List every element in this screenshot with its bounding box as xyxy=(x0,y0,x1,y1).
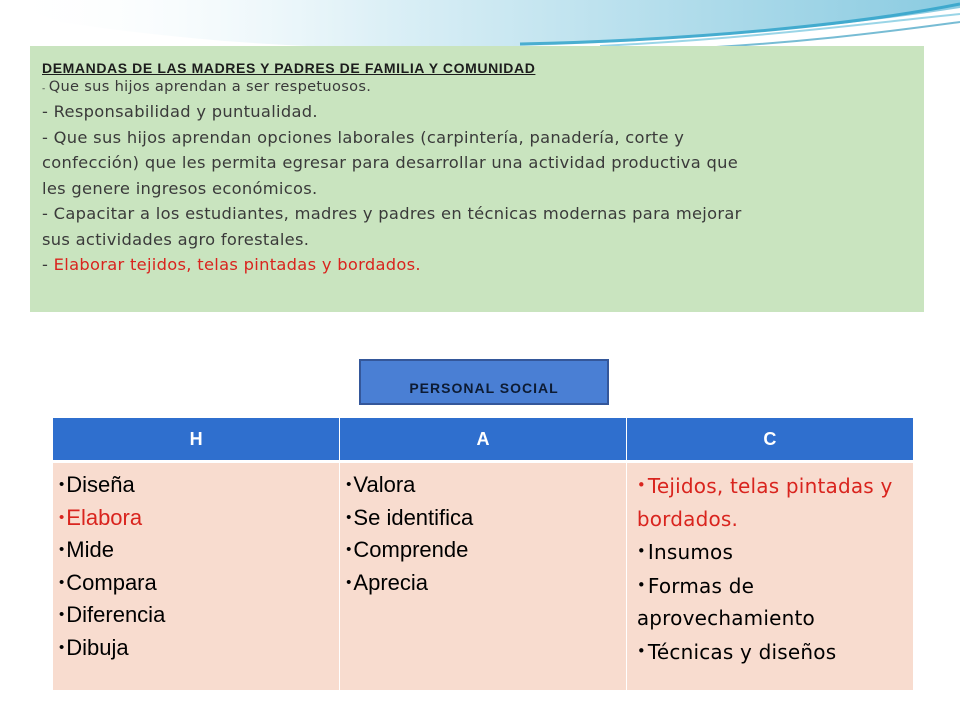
cell-h xyxy=(53,462,340,691)
list-item: • Diferencia xyxy=(59,599,339,632)
demandas-title: DEMANDAS DE LAS MADRES Y PADRES DE FAMILIA Y COMUNIDAD xyxy=(42,60,536,76)
demandas-line: les genere ingresos económicos. xyxy=(42,178,318,198)
personal-social-tag: PERSONAL SOCIAL xyxy=(359,359,609,405)
demandas-dash: - xyxy=(42,84,49,94)
demandas-box xyxy=(30,46,924,312)
demandas-red-text: Elaborar tejidos, telas pintadas y bordados. xyxy=(53,255,421,274)
list-c xyxy=(627,469,913,668)
demandas-line-text: Que sus hijos aprendan a ser respetuosos. xyxy=(48,78,372,95)
cell-c xyxy=(626,462,913,691)
list-item: • Mide xyxy=(59,534,339,567)
list-item: • Formas de aprovechamiento xyxy=(637,569,907,635)
cell-a xyxy=(340,462,627,691)
demandas-line: - Capacitar a los estudiantes, madres y padres en técnicas modernas para mejorar xyxy=(42,204,742,223)
list-item: • Insumos xyxy=(637,535,907,569)
header-c: C xyxy=(626,418,913,462)
list-item: • Tejidos, telas pintadas y bordados. xyxy=(637,469,907,535)
list-item: • Elabora xyxy=(59,502,339,535)
hac-table xyxy=(53,418,913,690)
demandas-line: sus actividades agro forestales. xyxy=(42,229,310,249)
list-item: • Técnicas y diseños xyxy=(637,635,907,669)
header-h: H xyxy=(53,418,340,462)
list-item: • Aprecia xyxy=(346,567,626,600)
list-item: • Comprende xyxy=(346,534,626,567)
demandas-line: - Responsabilidad y puntualidad. xyxy=(42,102,318,121)
header-a: A xyxy=(340,418,627,462)
list-a xyxy=(340,469,626,599)
list-h xyxy=(53,469,339,664)
demandas-line: confección) que les permita egresar para desarrollar una actividad productiva que xyxy=(42,153,739,172)
list-item: • Se identifica xyxy=(346,502,626,535)
list-item: • Diseña xyxy=(59,469,339,502)
list-item: • Dibuja xyxy=(59,632,339,665)
demandas-line xyxy=(42,252,914,278)
list-item: • Compara xyxy=(59,567,339,600)
demandas-line xyxy=(42,77,914,99)
list-item: • Valora xyxy=(346,469,626,502)
demandas-line: - Que sus hijos aprendan opciones laborales (carpintería, panadería, corte y xyxy=(42,127,685,147)
demandas-dash: - xyxy=(42,255,54,274)
